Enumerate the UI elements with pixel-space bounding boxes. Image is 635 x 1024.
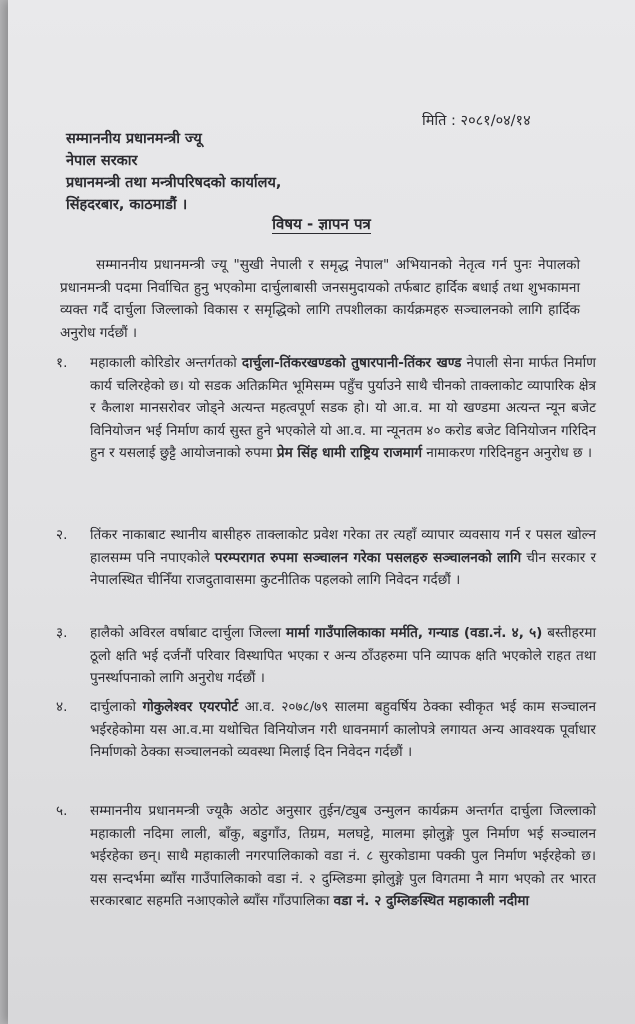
date-line: मिति : २०८१/०४/१४ (422, 113, 531, 129)
item-number: २. (56, 527, 68, 543)
item-text: महाकाली कोरिडोर अन्तर्गतको दार्चुला-तिंकरखण्डको तुषारपानी-तिंकर खण्ड नेपाली सेना मार्फत निर्माण कार्य चलिरहेको छ। यो सडक अतिक्रमित भूमिसम्म पहुँच पुर्याउने साथै चीनको ताक्लाकोट व्यापारिक क्षेत्र र कैलाश मानसरोवर जोड्ने अत्यन्त महत्वपूर्ण सडक हो। यो आ.व. मा यो खण्डमा अत्यन्त न्यून बजेट विनियोजन भई निर्माण कार्य सुस्त हुने भएकोले यो आ.व. मा न्यूनतम ४० करोड बजेट विनियोजन गरिदिन हुन र यसलाई छुट्टै आयोजनाको रुपमा प्रेम सिंह धामी राष्ट्रिय राजमार्ग नामाकरण गरिदिनहुन अनुरोध छ । (90, 355, 596, 461)
item-text: हालैको अविरल वर्षाबाट दार्चुला जिल्ला मार्मा गाउँपालिकाका मर्मति, गन्याड (वडा.नं. ४, ५) बस्तीहरमा ठूलो क्षति भई दर्जनौं परिवार विस्थापित भएका र अन्य ठाँउहरुमा पनि व्यापक क्षति भएकोले राहत तथा पुनर्स्थापनाको लागि अनुरोध गर्दछौं । (90, 625, 596, 686)
item-text: दार्चुलाको गोकुलेश्वर एयरपोर्ट आ.व. २०७८/७९ सालमा बहुवर्षिय ठेक्का स्वीकृत भई काम सञ्चालन भईरहेकोमा यस आ.व.मा यथोचित विनियोजन गरी धावनमार्ग कालोपत्रे लगायत अन्य आवश्यक पूर्वाधार निर्माणको ठेक्का सञ्चालनको व्यवस्था मिलाई दिन निवेदन गर्दछौं । (90, 699, 597, 760)
list-item (56, 352, 596, 465)
list-item (56, 622, 596, 690)
item-text: तिंकर नाकाबाट स्थानीय बासीहरु ताक्लाकोट प्रवेश गरेका तर त्यहाँ व्यापार व्यवसाय गर्न र पसल खोल्न हालसम्म पनि नपाएकोले परम्परागत रुपमा सञ्चालन गरेका पसलहरु सञ्चालनको लागि चीन सरकार र नेपालस्थित चीनिँया राजदुतावासमा कुटनीतिक पहलको लागि निवेदन गर्दछौं । (90, 527, 597, 588)
item-number: ३. (56, 625, 68, 641)
recipient-address (66, 128, 281, 216)
item-number: ५. (56, 803, 68, 819)
list-item (56, 696, 596, 764)
list-item (56, 524, 596, 592)
list-item (56, 800, 596, 913)
address-line: सिंहदरबार, काठमाडौं । (66, 197, 188, 213)
intro-paragraph: सम्माननीय प्रधानमन्त्री ज्यू "सुखी नेपाली र समृद्ध नेपाल" अभियानको नेतृत्व गर्न पुनः नेपालको प्रधानमन्त्री पदमा निर्वाचित हुनु भएकोमा दार्चुलाबासी जनसमुदायको तर्फबाट हार्दिक बधाई तथा शुभकामना व्यक्त गर्दै दार्चुला जिल्लाको विकास र समृद्धिको लागि तपशीलका कार्यक्रमहरु सञ्चालनको लागि हार्दिक अनुरोध गर्दछौं । (60, 257, 580, 341)
item-number: १. (56, 355, 68, 371)
item-number: ४. (56, 699, 68, 715)
subject-heading (8, 214, 635, 234)
address-line: नेपाल सरकार (66, 153, 138, 169)
subject-text: विषय - ज्ञापन पत्र (272, 215, 371, 233)
document-page (8, 0, 635, 1024)
item-text: सम्माननीय प्रधानमन्त्री ज्यूकै अठोट अनुसार तुईन/ट्युब उन्मुलन कार्यक्रम अन्तर्गत दार्चुला जिल्लाको महाकाली नदिमा लाली, बाँकु, बडुगाँउ, तिग्रम, मलघट्टे, मालमा झोलुङ्गे पुल निर्माण भई सञ्चालन भईरहेका छन्। साथै महाकाली नगरपालिकाको वडा नं. ८ सुरकोडामा पक्की पुल निर्माण भईरहेको छ। यस सन्दर्भमा ब्याँस गाउँपालिकाको वडा नं. २ दुम्लिङमा झोलुङ्गे पुल विगतमा नै माग भएको तर भारत सरकारबाट सहमति नआएकोले ब्याँस गाँउपालिका वडा नं. २ दुम्लिङस्थित महाकाली नदीमा (90, 803, 596, 909)
address-line: प्रधानमन्त्री तथा मन्त्रीपरिषदको कार्यालय, (66, 175, 282, 191)
address-line: सम्माननीय प्रधानमन्त्री ज्यू (66, 131, 202, 147)
